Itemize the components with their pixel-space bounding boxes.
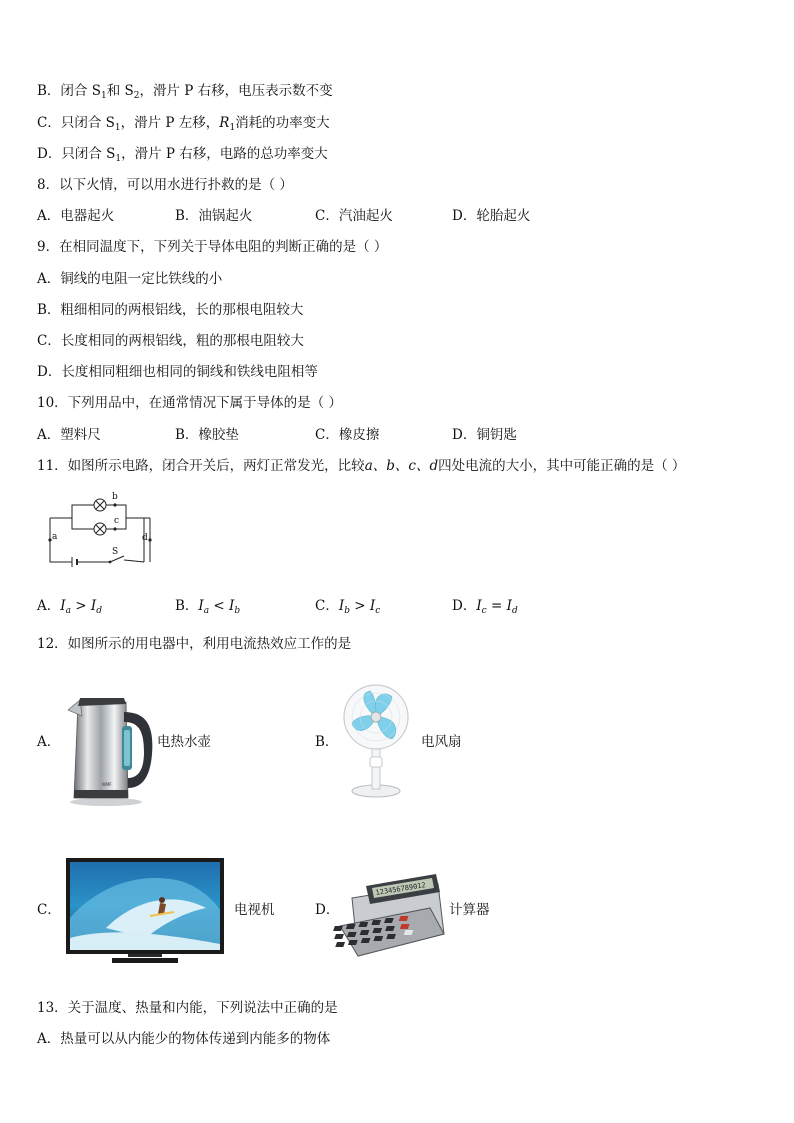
q10-option-a: A．塑料尺: [37, 427, 101, 443]
circuit-label-a: a: [52, 532, 58, 542]
fan-icon: [340, 683, 410, 801]
q10-option-d: D．铜钥匙: [452, 427, 517, 443]
kettle-icon: [66, 690, 156, 808]
q8-option-c: C．汽油起火: [315, 208, 393, 224]
q11-option-b: B．$I_a < I_b$: [175, 598, 241, 616]
calculator-icon: [338, 868, 446, 958]
q9-option-a: A．铜线的电阻一定比铁线的小: [37, 271, 223, 287]
circuit-label-s: S: [112, 547, 119, 557]
q7-option-c: C．只闭合 $S_1$，滑片 P 左移，$R_1$消耗的功率变大: [37, 115, 330, 133]
calc-display-digits: 123456789012: [375, 881, 427, 897]
q10-option-c: C．橡皮擦: [315, 427, 380, 443]
q10-option-b: B．橡胶垫: [175, 427, 239, 443]
q7-option-b: B．闭合 $S_1$和 $S_2$，滑片 P 右移，电压表示数不变: [37, 83, 333, 101]
tv-icon: [66, 858, 226, 968]
q12-stem: 12．如图所示的用电器中，利用电流热效应工作的是: [37, 636, 352, 652]
q7-option-d: D．只闭合 $S_1$，滑片 P 右移，电路的总功率变大: [37, 146, 328, 164]
q9-option-c: C．长度相同的两根铝线，粗的那根电阻较大: [37, 333, 304, 349]
q12-option-b-name: 电风扇: [421, 734, 462, 750]
q8-option-b: B．油锅起火: [175, 208, 253, 224]
q11-circuit-diagram: [44, 492, 154, 568]
q10-stem: 10．下列用品中，在通常情况下属于导体的是（ ）: [37, 395, 342, 411]
circuit-label-b: b: [112, 492, 118, 502]
q8-option-a: A．电器起火: [37, 208, 115, 224]
q12-option-c-letter: C．: [37, 902, 61, 918]
q11-option-c: C．$I_b > I_c$: [315, 598, 381, 616]
q13-option-a: A．热量可以从内能少的物体传递到内能多的物体: [37, 1031, 331, 1047]
q12-option-d-name: 计算器: [449, 902, 490, 918]
q9-option-d: D．长度相同粗细也相同的铜线和铁线电阻相等: [37, 364, 318, 380]
q12-option-d-letter: D．: [315, 902, 340, 918]
circuit-label-d: d: [142, 533, 148, 543]
q11-option-d: D．$I_c = I_d$: [452, 598, 518, 616]
q12-option-a-letter: A．: [37, 734, 61, 750]
q11-option-a: A．$I_a > I_d$: [37, 598, 102, 616]
q8-option-d: D．轮胎起火: [452, 208, 531, 224]
q12-option-b-letter: B．: [315, 734, 339, 750]
svg-text:WMF: WMF: [102, 782, 112, 787]
q11-stem: 11．如图所示电路，闭合开关后，两灯正常发光，比较a、b、c、d四处电流的大小，其中可能正确的是（ ）: [37, 458, 686, 474]
q9-stem: 9．在相同温度下，下列关于导体电阻的判断正确的是（ ）: [37, 239, 388, 255]
q8-stem: 8．以下火情，可以用水进行扑救的是（ ）: [37, 177, 293, 193]
q12-option-c-name: 电视机: [234, 902, 275, 918]
q9-option-b: B．粗细相同的两根铝线，长的那根电阻较大: [37, 302, 304, 318]
q13-stem: 13．关于温度、热量和内能，下列说法中正确的是: [37, 1000, 338, 1016]
circuit-label-c: c: [114, 516, 120, 526]
q12-option-a-name: 电热水壶: [157, 734, 211, 750]
